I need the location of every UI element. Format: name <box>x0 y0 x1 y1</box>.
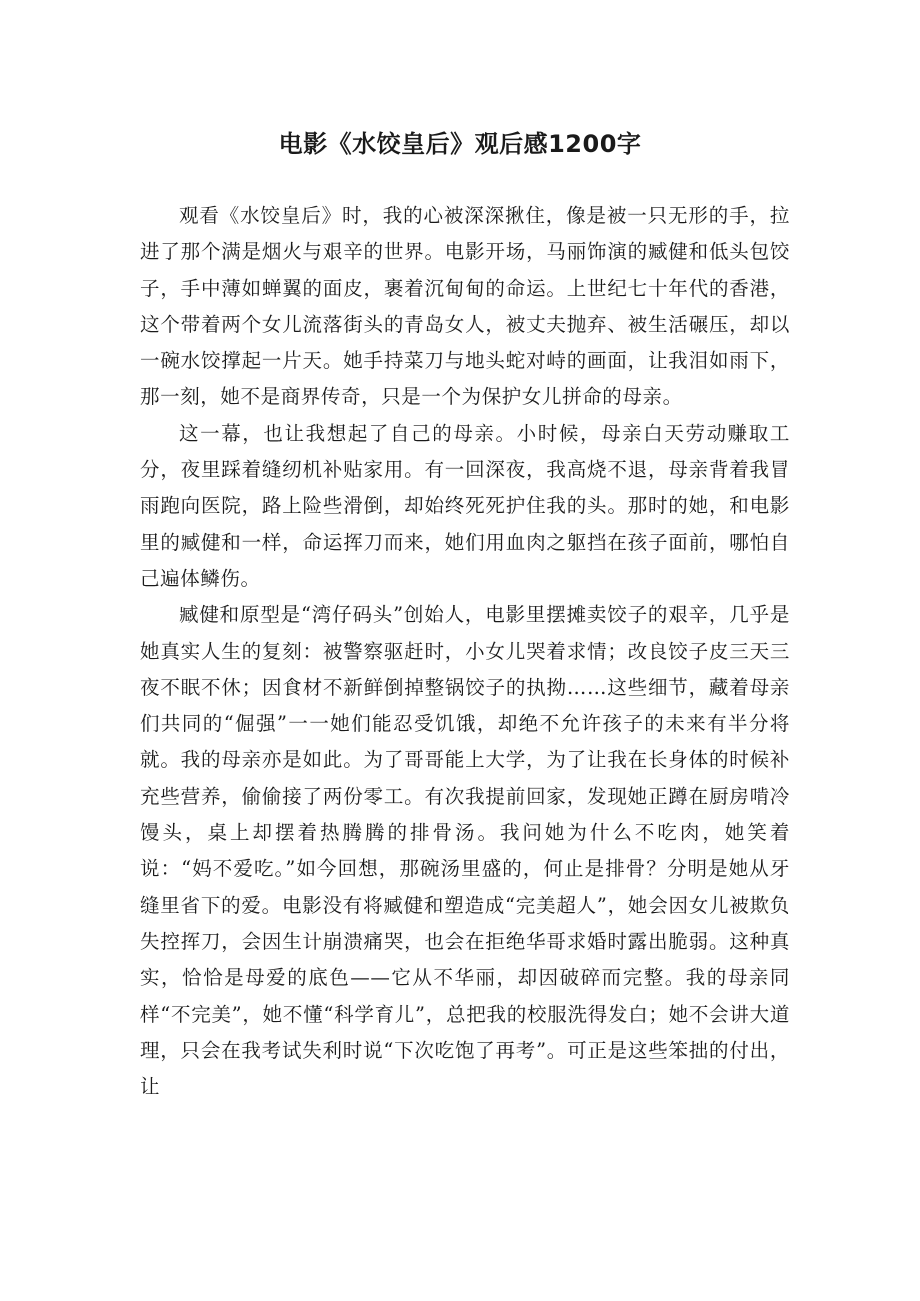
paragraph: 观看《水饺皇后》时，我的心被深深揪住，像是被一只无形的手，拉进了那个满是烟火与艰辛的世界。电影开场，马丽饰演的臧健和低头包饺子，手中薄如蝉翼的面皮，裹着沉甸甸的命运。上世纪七十年代的香港，这个带着两个女儿流落街头的青岛女人，被丈夫抛弃、被生活碾压，却以一碗水饺撑起一片天。她手持菜刀与地头蛇对峙的画面，让我泪如雨下，那一刻，她不是商界传奇，只是一个为保护女儿拼命的母亲。 <box>140 204 790 409</box>
paragraph: 这一幕，也让我想起了自己的母亲。小时候，母亲白天劳动赚取工分，夜里踩着缝纫机补贴家用。有一回深夜，我高烧不退，母亲背着我冒雨跑向医院，路上险些滑倒，却始终死死护住我的头。那时的她，和电影里的臧健和一样，命运挥刀而来，她们用血肉之躯挡在孩子面前，哪怕自己遍体鳞伤。 <box>140 421 790 590</box>
paragraph: 臧健和原型是“湾仔码头”创始人，电影里摆摊卖饺子的艰辛，几乎是她真实人生的复刻：被警察驱赶时，小女儿哭着求情；改良饺子皮三天三夜不眠不休；因食材不新鲜倒掉整锅饺子的执拗……这些细节，藏着母亲们共同的“倔强”一一她们能忍受饥饿，却绝不允许孩子的未来有半分将就。我的母亲亦是如此。为了哥哥能上大学，为了让我在长身体的时候补充些营养，偷偷接了两份零工。有次我提前回家，发现她正蹲在厨房啃冷馒头，桌上却摆着热腾腾的排骨汤。我问她为什么不吃肉，她笑着说：“妈不爱吃。”如今回想，那碗汤里盛的，何止是排骨？分明是她从牙缝里省下的爱。电影没有将臧健和塑造成“完美超人”，她会因女儿被欺负失控挥刀，会因生计崩溃痛哭，也会在拒绝华哥求婚时露出脆弱。这种真实，恰恰是母爱的底色——它从不华丽，却因破碎而完整。我的母亲同样“不完美”，她不懂“科学育儿”，总把我的校服洗得发白；她不会讲大道理，只会在我考试失利时说“下次吃饱了再考”。可正是这些笨拙的付出，让 <box>140 603 790 1099</box>
document-title: 电影《水饺皇后》观后感1200字 <box>278 130 642 158</box>
document-body <box>140 198 790 1105</box>
